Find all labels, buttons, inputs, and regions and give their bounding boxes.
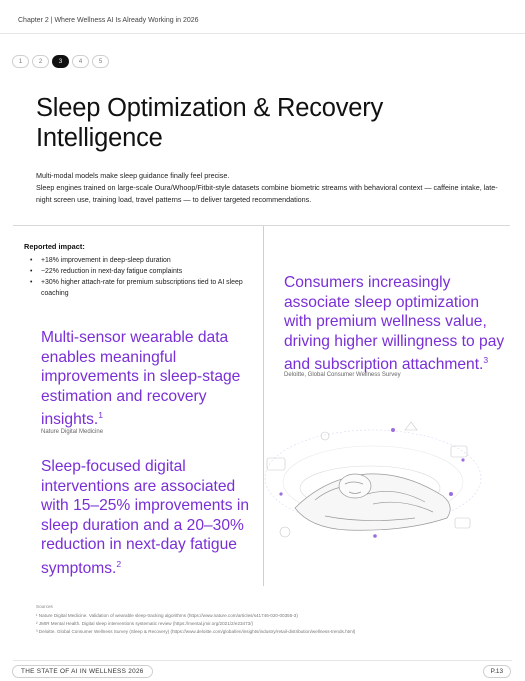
source-item[interactable]: ² JMIR Mental Health. Digital sleep interventions systematic review (https://mental.jmir.org/2021/2/e23473/) (36, 621, 254, 626)
footnote-ref: 2 (116, 558, 122, 569)
impact-heading: Reported impact: (24, 242, 85, 251)
quote-text: Multi-sensor wearable data enables meaningful improvements in sleep-stage estimation and recovery insights. (41, 329, 241, 429)
intro-paragraph-2: Sleep engines trained on large-scale Oura/Whoop/Fitbit-style datasets combine biometric streams with behavioral context — caffeine intake, late-night screen use, training load, travel patterns — to deliver targeted recommendations. (36, 183, 498, 204)
sleeping-person-illustration (255, 400, 485, 570)
quote-source: Nature Digital Medicine (41, 429, 104, 435)
footnote-ref: 3 (483, 355, 489, 365)
pager-item-4[interactable]: 4 (72, 55, 89, 68)
title-line-2: Intelligence (36, 124, 163, 152)
chapter-header: Chapter 2 | Where Wellness AI Is Already Working in 2026 (18, 17, 199, 24)
impact-list (24, 255, 244, 299)
source-item[interactable]: ³ Deloitte. Global Consumer Wellness Survey (Sleep & Recovery) (https://www.deloitte.com/global/en/insights/industry/retail-distribution/wellness-trends.html) (36, 629, 356, 634)
impact-item: • −22% reduction in next-day fatigue complaints (24, 266, 244, 277)
quote-wearable-data (41, 328, 251, 430)
impact-item: • +30% higher attach-rate for premium subscriptions tied to AI sleep coaching (24, 277, 244, 299)
quote-text: Consumers increasingly associate sleep optimization with premium wellness value, driving higher willingness to pay and subscription attachment. (284, 274, 505, 374)
quote-text: Sleep-focused digital interventions are associated with 15–25% improvements in sleep duration and a 20–30% reduction in next-day fatigue symptoms. (41, 458, 250, 577)
quote-sleep-interventions (41, 457, 251, 578)
footnote-ref: 1 (98, 410, 103, 420)
pager-item-1[interactable]: 1 (12, 55, 29, 68)
page-title (36, 93, 456, 153)
sources-section (36, 603, 506, 636)
quote-consumer-value (284, 273, 509, 375)
title-line-1: Sleep Optimization & Recovery (36, 94, 384, 122)
report-title-badge: THE STATE OF AI IN WELLNESS 2026 (12, 665, 153, 678)
sources-heading: Sources (36, 604, 53, 609)
page-number-badge: P.13 (483, 665, 511, 678)
pager-item-5[interactable]: 5 (92, 55, 109, 68)
source-item[interactable]: ¹ Nature Digital Medicine. Validation of wearable sleep-tracking algorithms (https://www.nature.com/articles/s41746-020-00355-3) (36, 613, 298, 618)
page-pager (12, 55, 109, 68)
intro-text (36, 170, 506, 206)
pager-item-2[interactable]: 2 (32, 55, 49, 68)
reported-impact (24, 242, 244, 299)
pager-item-3[interactable]: 3 (52, 55, 69, 68)
impact-item: • +18% improvement in deep-sleep duration (24, 255, 244, 266)
header-divider (0, 33, 525, 34)
intro-paragraph-1: Multi-modal models make sleep guidance finally feel precise. (36, 171, 230, 180)
quote-source: Deloitte, Global Consumer Wellness Survey (284, 372, 401, 378)
footer-divider (13, 660, 512, 661)
